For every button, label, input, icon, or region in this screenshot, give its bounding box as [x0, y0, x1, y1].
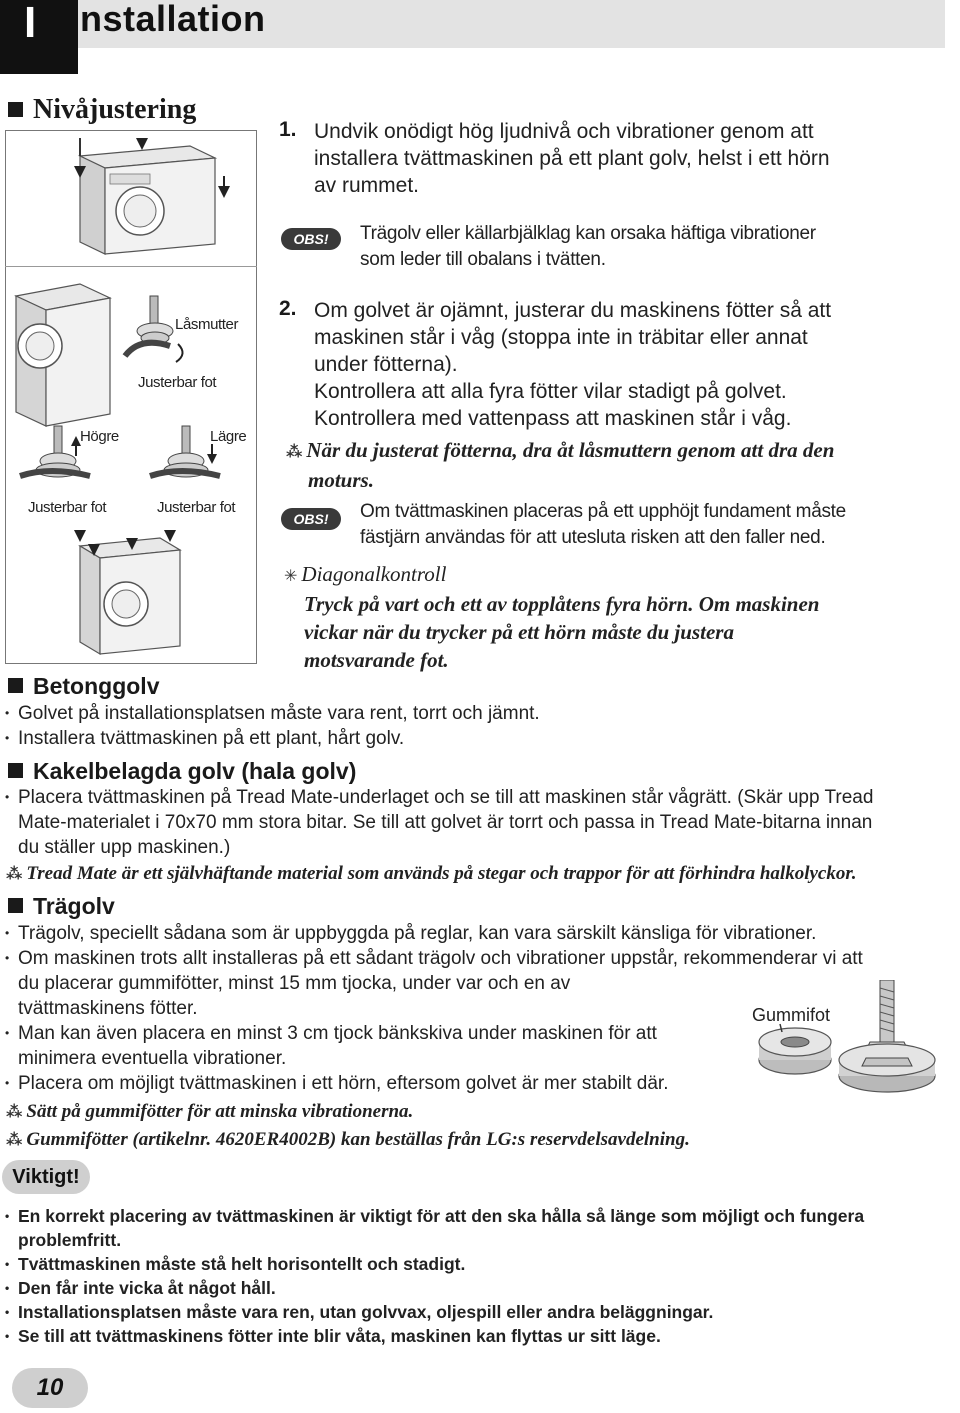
- asterisk-icon: ✳: [284, 566, 298, 585]
- note-star-icon: ⁂: [6, 1102, 23, 1121]
- important-bullets: [5, 1204, 960, 1348]
- list-item: • Tvättmaskinen måste stå helt horisontellt och stadigt.: [5, 1254, 466, 1274]
- note-rubber-feet: ⁂ Sätt på gummifötter för att minska vibrationerna. ⁂ Gummifötter (artikelnr. 4620ER4002B) kan beställas från LG:s reservdelsavdelning.: [6, 1101, 690, 1150]
- important-badge: Viktigt!: [2, 1160, 90, 1194]
- fig-label-adjustable-foot-top: Justerbar fot: [138, 374, 217, 391]
- list-item: • Placera om möjligt tvättmaskinen i ett hörn, eftersom golvet är mer stabilt där.: [5, 1073, 669, 1094]
- list-item: • Se till att tvättmaskinens fötter inte blir våta, maskinen kan flyttas ur sitt läge.: [5, 1326, 661, 1346]
- panel-divider: [5, 266, 257, 267]
- page-number: 10: [12, 1368, 88, 1408]
- obs-badge: OBS!: [281, 508, 341, 530]
- washer-diagonal-illustration: [60, 526, 200, 658]
- list-item: • Golvet på installationsplatsen måste vara rent, torrt och jämnt.: [5, 703, 540, 724]
- list-item: • En korrekt placering av tvättmaskinen är viktigt för att den ska hålla så länge som möjligt och fungera problemfritt.: [5, 1206, 865, 1250]
- list-item: • Man kan även placera en minst 3 cm tjock bänkskiva under maskinen för att minimera eventuella vibrationer.: [5, 1023, 657, 1069]
- obs-note-raised-base: Om tvättmaskinen placeras på ett upphöjt fundament måste fästjärn användas för att utesluta risken att den faller ned.: [360, 501, 846, 548]
- section-heading-tiled: Kakelbelagda golv (hala golv): [8, 758, 356, 785]
- note-star-icon: ⁂: [6, 864, 23, 883]
- note-lock-nut: ⁂ När du justerat fötterna, dra åt låsmuttern genom att dra den moturs.: [286, 438, 835, 492]
- step-1-text: Undvik onödigt hög ljudnivå och vibrationer genom att installera tvättmaskinen på ett plant golv, helst i ett hörn av rummet.: [314, 120, 830, 197]
- section-heading-wood: Trägolv: [8, 893, 115, 920]
- washer-top-illustration: [40, 136, 240, 264]
- note-tread-mate: ⁂ Tread Mate är ett självhäftande material som används på stegar och trappor för att förhindra halkolyckor.: [6, 863, 857, 884]
- square-bullet-icon: [8, 898, 23, 913]
- rubber-foot-illustration: [750, 980, 950, 1100]
- rubber-foot-label: Gummifot: [752, 1005, 831, 1025]
- obs-badge: OBS!: [281, 228, 341, 250]
- fig-label-adjustable-foot-right: Justerbar fot: [157, 499, 236, 516]
- feet-adjustment-illustration: [10, 276, 254, 506]
- square-bullet-icon: [8, 102, 23, 117]
- section-heading-concrete: Betonggolv: [8, 673, 160, 700]
- section-heading-leveling: Nivåjustering: [8, 94, 196, 126]
- list-item: • Den får inte vicka åt något håll.: [5, 1278, 276, 1298]
- note-star-icon: ⁂: [6, 1130, 23, 1149]
- fig-label-lock-nut: Låsmutter: [175, 316, 239, 333]
- step-number-2: 2.: [279, 297, 297, 320]
- list-item: • Installationsplatsen måste vara ren, utan golvvax, oljespill eller andra beläggningar.: [5, 1302, 714, 1322]
- header-initial: I: [24, 0, 37, 47]
- page-title: nstallation: [80, 0, 266, 39]
- list-item: • Installera tvättmaskinen på ett plant, hårt golv.: [5, 728, 405, 749]
- square-bullet-icon: [8, 678, 23, 693]
- list-item: • Trägolv, speciellt sådana som är uppbyggda på reglar, kan vara särskilt känsliga för vibrationer.: [5, 923, 817, 944]
- note-star-icon: ⁂: [286, 442, 303, 461]
- list-item: • Om maskinen trots allt installeras på ett sådant trägolv och vibrationer uppstår, rekommenderar vi att du placerar gummifötter, minst 15 mm tjocka, under var och en av tvättmaskinens fötter.: [5, 948, 863, 1019]
- step-number-1: 1.: [279, 118, 297, 141]
- fig-label-higher: Högre: [80, 428, 119, 445]
- concrete-bullets: [5, 701, 945, 751]
- fig-label-adjustable-foot-left: Justerbar fot: [28, 499, 107, 516]
- step-2-text: Om golvet är ojämnt, justerar du maskinens fötter så att maskinen står i våg (stoppa inte in träbitar eller annat under fötterna). Kontrollera att alla fyra fötter vilar stadigt på golvet. Kontrollera med vattenpass att maskinen står i våg.: [314, 299, 832, 430]
- obs-note-wood-floor: Trägolv eller källarbjälklag kan orsaka häftiga vibrationer som leder till obalans i tvätten.: [360, 223, 816, 270]
- diagonal-check: ✳ Diagonalkontroll Tryck på vart och ett av topplåtens fyra hörn. Om maskinen vickar när du trycker på ett hörn måste du justera motsvarande fot.: [284, 562, 820, 672]
- tiled-text: • Placera tvättmaskinen på Tread Mate-underlaget och se till att maskinen står vågrätt. (Skär upp Tread Mate-materialet i 70x70 mm stora bitar. Se till att golvet är torrt och passa in Tread Mate-bitarna innan du ställer upp maskinen.): [5, 787, 874, 858]
- square-bullet-icon: [8, 763, 23, 778]
- fig-label-lower: Lägre: [210, 428, 247, 445]
